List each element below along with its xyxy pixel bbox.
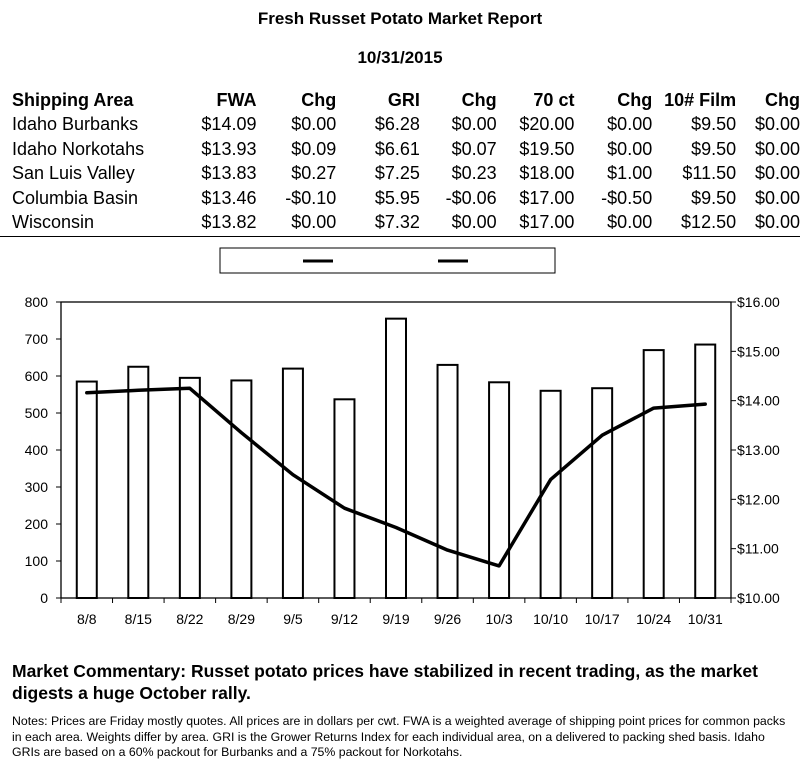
x-axis-tick-label: 10/10 <box>533 611 569 627</box>
header-shipping-area: Shipping Area <box>12 89 134 110</box>
volume-bar <box>231 380 251 598</box>
right-axis-tick-label: $11.00 <box>737 540 779 557</box>
cell-area: Idaho Norkotahs <box>12 138 145 159</box>
market-commentary: Market Commentary: Russet potato prices have stabilized in recent trading, as the market digests a huge October rally. <box>12 661 758 703</box>
header-gri-chg: Chg <box>461 89 497 110</box>
right-axis-tick-label: $13.00 <box>737 442 780 458</box>
cell-70ct-chg: $0.00 <box>607 114 653 135</box>
x-axis-tick-label: 9/12 <box>330 611 359 627</box>
volume-bar <box>438 365 458 598</box>
cell-70ct: $17.00 <box>519 187 575 208</box>
right-axis-tick-label: $15.00 <box>737 343 780 360</box>
cell-gri-chg: $0.07 <box>451 138 497 159</box>
cell-area: Wisconsin <box>12 212 95 233</box>
cell-film: $12.50 <box>681 212 737 233</box>
cell-70ct: $19.50 <box>519 138 575 159</box>
right-axis-tick-label: $12.00 <box>737 491 780 508</box>
cell-film: $11.50 <box>682 163 737 184</box>
cell-fwa: $13.46 <box>201 187 257 208</box>
left-axis-tick-label: 300 <box>24 479 48 495</box>
table-row <box>12 137 800 162</box>
cell-fwa-chg: $0.09 <box>291 138 337 159</box>
left-axis-tick-label: 200 <box>24 516 48 532</box>
volume-bar <box>128 367 148 598</box>
x-axis-tick-label: 10/31 <box>687 611 723 627</box>
cell-fwa-chg: $0.00 <box>291 114 337 135</box>
left-axis-tick-label: 600 <box>24 368 48 384</box>
cell-gri-chg: $0.23 <box>451 163 497 184</box>
volume-bar <box>386 319 406 598</box>
cell-film: $9.50 <box>691 138 737 159</box>
table-row <box>12 211 800 236</box>
cell-gri-chg: -$0.06 <box>445 187 497 208</box>
right-axis-tick-label: $14.00 <box>737 392 780 409</box>
header-film-chg: Chg <box>765 89 800 110</box>
cell-area: Idaho Burbanks <box>12 114 139 135</box>
cell-area: Columbia Basin <box>12 187 139 208</box>
cell-film-chg: $0.00 <box>754 138 800 159</box>
right-axis-tick-label: $10.00 <box>737 590 780 606</box>
footnotes: Notes: Prices are Friday mostly quotes. All prices are in dollars per cwt. FWA is a weighted average of shipping point prices for common packs in each area. Weights differ by area. GRI is the Grower Returns Index for each individual area, on a delivered to packing shed basis. Idaho GRIs are based on a 60% packout for Burbanks and a 75% packout for Norkotahs. <box>12 714 786 759</box>
volume-bar <box>77 382 97 598</box>
left-axis-tick-label: 400 <box>24 442 48 458</box>
x-axis-tick-label: 9/26 <box>433 611 462 627</box>
cell-70ct: $18.00 <box>519 163 575 184</box>
x-axis-tick-label: 8/8 <box>77 611 97 627</box>
cell-fwa-chg: -$0.10 <box>285 187 337 208</box>
volume-bar <box>334 399 354 598</box>
report-title: Fresh Russet Potato Market Report <box>257 9 543 28</box>
header-70ct-chg: Chg <box>617 89 653 110</box>
left-axis-tick-label: 100 <box>24 553 48 569</box>
cell-gri-chg: $0.00 <box>451 212 497 233</box>
x-axis-tick-label: 8/29 <box>227 611 256 627</box>
x-axis-tick-label: 9/5 <box>283 611 303 627</box>
cell-film: $9.50 <box>691 114 737 135</box>
cell-70ct-chg: -$0.50 <box>601 187 653 208</box>
left-axis-tick-label: 500 <box>24 405 48 421</box>
header-fwa: FWA <box>216 89 257 110</box>
x-axis-tick-label: 8/22 <box>176 611 204 627</box>
table-header-row <box>12 88 800 113</box>
cell-70ct: $20.00 <box>519 114 575 135</box>
cell-gri: $7.25 <box>374 163 420 184</box>
x-axis-tick-label: 9/19 <box>382 611 410 627</box>
cell-gri-chg: $0.00 <box>451 114 497 135</box>
volume-bar <box>283 369 303 598</box>
table-row <box>12 113 800 138</box>
cell-fwa-chg: $0.00 <box>291 212 337 233</box>
cell-70ct: $17.00 <box>519 212 575 233</box>
x-axis-tick-label: 8/15 <box>124 611 152 627</box>
legend-box <box>220 248 555 273</box>
cell-fwa: $13.83 <box>201 163 257 184</box>
price-chart <box>0 236 800 656</box>
cell-film-chg: $0.00 <box>754 212 800 233</box>
cell-fwa: $13.93 <box>201 138 257 159</box>
cell-70ct-chg: $0.00 <box>607 138 653 159</box>
header-70ct: 70 ct <box>533 89 575 110</box>
left-axis-tick-label: 0 <box>40 590 48 606</box>
cell-film-chg: $0.00 <box>754 187 800 208</box>
cell-gri: $7.32 <box>374 212 420 233</box>
cell-fwa-chg: $0.27 <box>291 163 337 184</box>
header-fwa-chg: Chg <box>301 89 337 110</box>
header-10lb-film: 10# Film <box>664 89 737 110</box>
cell-film-chg: $0.00 <box>754 163 800 184</box>
cell-film-chg: $0.00 <box>754 114 800 135</box>
x-axis-tick-label: 10/3 <box>485 611 513 627</box>
table-row <box>12 162 800 187</box>
cell-70ct-chg: $0.00 <box>607 212 653 233</box>
x-axis-tick-label: 10/24 <box>636 611 672 627</box>
cell-film: $9.50 <box>691 187 737 208</box>
cell-fwa: $14.09 <box>201 114 257 135</box>
cell-gri: $6.61 <box>374 138 420 159</box>
cell-70ct-chg: $1.00 <box>607 163 653 184</box>
x-axis-tick-label: 10/17 <box>584 611 620 627</box>
volume-bar <box>592 388 612 598</box>
market-table <box>12 88 800 235</box>
header-gri: GRI <box>387 89 420 110</box>
cell-gri: $5.95 <box>374 187 420 208</box>
cell-fwa: $13.82 <box>201 212 257 233</box>
cell-area: San Luis Valley <box>12 163 135 184</box>
report-date: 10/31/2015 <box>357 48 443 67</box>
left-axis-tick-label: 700 <box>24 331 48 347</box>
left-axis-tick-label: 800 <box>24 294 48 310</box>
right-axis-tick-label: $16.00 <box>737 294 780 310</box>
table-row <box>12 186 800 211</box>
volume-bar <box>695 345 715 598</box>
volume-bar <box>180 378 200 598</box>
volume-bar <box>644 350 664 598</box>
cell-gri: $6.28 <box>374 114 420 135</box>
